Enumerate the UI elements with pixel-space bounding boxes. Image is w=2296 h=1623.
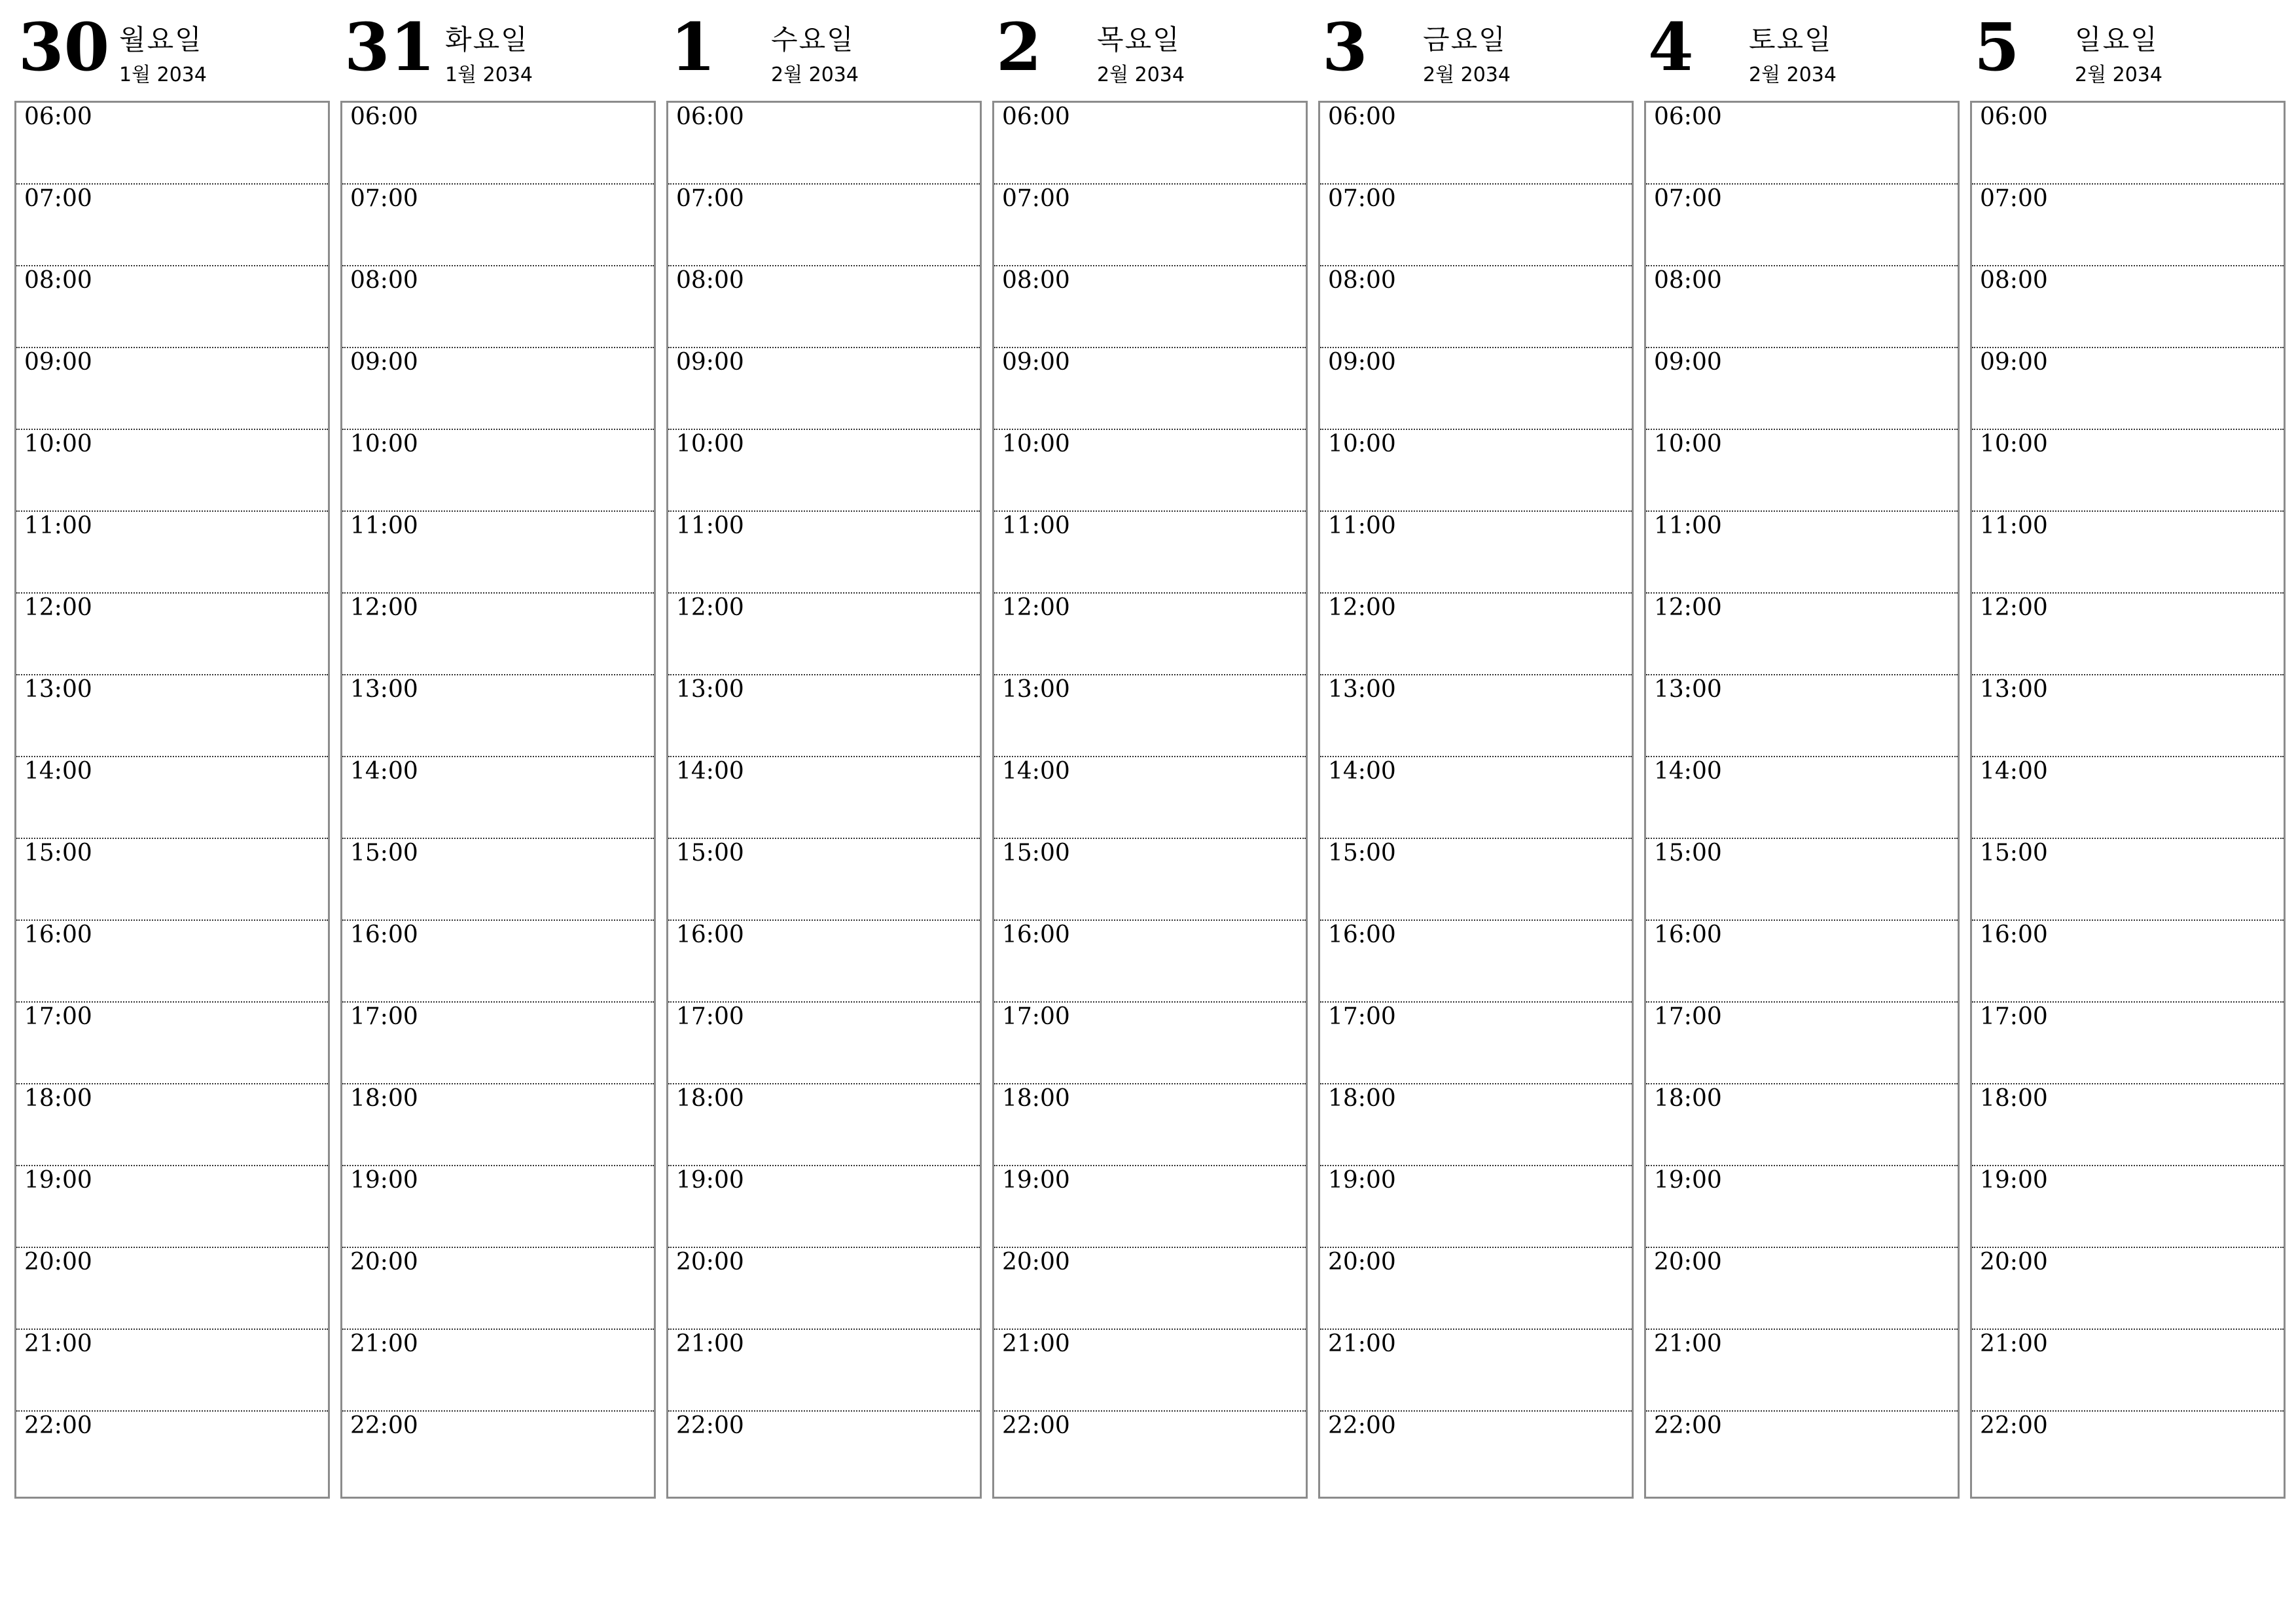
time-slot[interactable] xyxy=(16,348,328,430)
time-slot[interactable] xyxy=(342,512,654,594)
time-slot-label: 12:00 xyxy=(1328,594,1396,621)
time-slot-label: 12:00 xyxy=(676,594,744,621)
time-slot[interactable] xyxy=(342,839,654,921)
time-slot[interactable] xyxy=(668,1412,980,1497)
time-slot-label: 13:00 xyxy=(1654,676,1722,703)
time-slot[interactable] xyxy=(668,185,980,266)
day-number: 3 xyxy=(1322,9,1368,86)
day-column xyxy=(340,0,655,1439)
time-slot[interactable] xyxy=(1320,185,1632,266)
time-slot-label: 20:00 xyxy=(676,1249,744,1275)
time-slot[interactable] xyxy=(1320,348,1632,430)
day-schedule-box xyxy=(992,101,1308,1499)
time-slot-label: 07:00 xyxy=(1328,185,1396,212)
time-slot-label: 21:00 xyxy=(1328,1330,1396,1357)
time-slot[interactable] xyxy=(994,430,1306,512)
time-slot[interactable] xyxy=(342,594,654,675)
time-slot[interactable] xyxy=(16,103,328,185)
time-slot[interactable] xyxy=(16,512,328,594)
time-slot[interactable] xyxy=(668,1084,980,1166)
time-slot-label: 18:00 xyxy=(1002,1085,1070,1112)
time-slot-label: 09:00 xyxy=(1328,349,1396,376)
time-slot[interactable] xyxy=(1972,757,2284,839)
time-slot-label: 19:00 xyxy=(24,1167,92,1194)
time-slot[interactable] xyxy=(1646,103,1958,185)
time-slot-label: 15:00 xyxy=(24,840,92,866)
time-slot-label: 06:00 xyxy=(24,103,92,130)
time-slot-label: 17:00 xyxy=(350,1003,418,1030)
time-slot[interactable] xyxy=(16,1248,328,1330)
day-header xyxy=(14,0,329,99)
time-slot-label: 11:00 xyxy=(24,512,92,539)
day-column xyxy=(666,0,980,1439)
time-slot[interactable] xyxy=(1972,1248,2284,1330)
time-slot-label: 12:00 xyxy=(1002,594,1070,621)
time-slot-label: 08:00 xyxy=(1328,267,1396,294)
time-slot-label: 17:00 xyxy=(676,1003,744,1030)
day-number: 30 xyxy=(18,9,110,86)
time-slot[interactable] xyxy=(342,675,654,757)
time-slot-label: 18:00 xyxy=(676,1085,744,1112)
time-slot[interactable] xyxy=(1646,1166,1958,1248)
time-slot-label: 11:00 xyxy=(1002,512,1070,539)
day-number: 1 xyxy=(670,9,716,86)
time-slot[interactable] xyxy=(994,594,1306,675)
day-weekday: 토요일 xyxy=(1749,24,1833,56)
time-slot[interactable] xyxy=(668,921,980,1003)
day-schedule-box xyxy=(666,101,982,1499)
time-slot[interactable] xyxy=(994,675,1306,757)
time-slot-label: 20:00 xyxy=(1980,1249,2048,1275)
day-column xyxy=(992,0,1306,1439)
time-slot-label: 20:00 xyxy=(350,1249,418,1275)
time-slot[interactable] xyxy=(16,1412,328,1497)
time-slot[interactable] xyxy=(1320,675,1632,757)
time-slot[interactable] xyxy=(1646,1412,1958,1497)
day-month-year: 1월 2034 xyxy=(445,63,533,86)
time-slot-label: 18:00 xyxy=(24,1085,92,1112)
time-slot[interactable] xyxy=(668,266,980,348)
time-slot-label: 16:00 xyxy=(350,921,418,948)
time-slot-label: 06:00 xyxy=(676,103,744,130)
day-month-year: 2월 2034 xyxy=(1097,63,1185,86)
time-slot-label: 14:00 xyxy=(1328,758,1396,785)
time-slot[interactable] xyxy=(668,512,980,594)
time-slot[interactable] xyxy=(668,430,980,512)
time-slot-label: 20:00 xyxy=(1654,1249,1722,1275)
time-slot-label: 22:00 xyxy=(24,1412,92,1439)
time-slot[interactable] xyxy=(1320,1003,1632,1084)
time-slot-label: 14:00 xyxy=(1002,758,1070,785)
time-slot-label: 11:00 xyxy=(1328,512,1396,539)
day-month-year: 2월 2034 xyxy=(1749,63,1837,86)
time-slot-label: 09:00 xyxy=(350,349,418,376)
time-slot-label: 12:00 xyxy=(1654,594,1722,621)
time-slot[interactable] xyxy=(1320,1084,1632,1166)
time-slot-label: 18:00 xyxy=(350,1085,418,1112)
day-column xyxy=(1318,0,1632,1439)
time-slot[interactable] xyxy=(1972,430,2284,512)
time-slot-label: 22:00 xyxy=(676,1412,744,1439)
time-slot-label: 15:00 xyxy=(350,840,418,866)
time-slot[interactable] xyxy=(994,348,1306,430)
time-slot-label: 08:00 xyxy=(676,267,744,294)
time-slot[interactable] xyxy=(1972,266,2284,348)
time-slot-label: 21:00 xyxy=(1654,1330,1722,1357)
time-slot-label: 17:00 xyxy=(1980,1003,2048,1030)
time-slot-label: 07:00 xyxy=(24,185,92,212)
time-slot-label: 11:00 xyxy=(676,512,744,539)
time-slot-label: 21:00 xyxy=(24,1330,92,1357)
time-slot[interactable] xyxy=(16,675,328,757)
time-slot[interactable] xyxy=(668,348,980,430)
time-slot[interactable] xyxy=(1320,921,1632,1003)
time-slot[interactable] xyxy=(1646,594,1958,675)
day-number: 2 xyxy=(996,9,1042,86)
time-slot[interactable] xyxy=(1972,185,2284,266)
time-slot-label: 09:00 xyxy=(24,349,92,376)
time-slot[interactable] xyxy=(994,757,1306,839)
day-month-year: 2월 2034 xyxy=(2075,63,2162,86)
time-slot-label: 07:00 xyxy=(350,185,418,212)
time-slot[interactable] xyxy=(16,757,328,839)
day-weekday: 일요일 xyxy=(2075,24,2159,56)
time-slot-label: 15:00 xyxy=(1328,840,1396,866)
time-slot[interactable] xyxy=(342,1412,654,1497)
time-slot[interactable] xyxy=(1972,1084,2284,1166)
day-month-year: 1월 2034 xyxy=(119,63,207,86)
time-slot-label: 06:00 xyxy=(1002,103,1070,130)
time-slot-label: 13:00 xyxy=(676,676,744,703)
time-slot[interactable] xyxy=(16,1084,328,1166)
time-slot[interactable] xyxy=(342,348,654,430)
time-slot[interactable] xyxy=(1646,675,1958,757)
day-column xyxy=(1644,0,1958,1439)
time-slot-label: 07:00 xyxy=(1002,185,1070,212)
time-slot[interactable] xyxy=(668,675,980,757)
time-slot-label: 06:00 xyxy=(1328,103,1396,130)
time-slot-label: 13:00 xyxy=(1002,676,1070,703)
day-schedule-box xyxy=(1970,101,2286,1499)
time-slot-label: 21:00 xyxy=(676,1330,744,1357)
time-slot[interactable] xyxy=(342,103,654,185)
time-slot-label: 14:00 xyxy=(350,758,418,785)
time-slot[interactable] xyxy=(1320,266,1632,348)
time-slot-label: 13:00 xyxy=(24,676,92,703)
time-slot-label: 15:00 xyxy=(1980,840,2048,866)
time-slot-label: 08:00 xyxy=(350,267,418,294)
time-slot-label: 18:00 xyxy=(1328,1085,1396,1112)
time-slot[interactable] xyxy=(994,1166,1306,1248)
day-header xyxy=(1318,0,1632,99)
day-month-year: 2월 2034 xyxy=(1423,63,1511,86)
time-slot[interactable] xyxy=(1646,185,1958,266)
day-header xyxy=(1970,0,2284,99)
time-slot-label: 06:00 xyxy=(350,103,418,130)
time-slot[interactable] xyxy=(1320,512,1632,594)
time-slot[interactable] xyxy=(342,1166,654,1248)
day-schedule-box xyxy=(14,101,330,1499)
time-slot-label: 15:00 xyxy=(676,840,744,866)
time-slot[interactable] xyxy=(342,1330,654,1412)
time-slot[interactable] xyxy=(1320,1166,1632,1248)
time-slot[interactable] xyxy=(16,1330,328,1412)
day-weekday: 수요일 xyxy=(771,24,855,56)
time-slot[interactable] xyxy=(1646,266,1958,348)
time-slot[interactable] xyxy=(994,103,1306,185)
time-slot-label: 10:00 xyxy=(676,431,744,457)
time-slot-label: 09:00 xyxy=(1002,349,1070,376)
time-slot-label: 09:00 xyxy=(676,349,744,376)
time-slot[interactable] xyxy=(1972,348,2284,430)
time-slot[interactable] xyxy=(1646,512,1958,594)
time-slot[interactable] xyxy=(1972,103,2284,185)
time-slot[interactable] xyxy=(1972,1166,2284,1248)
day-number: 5 xyxy=(1974,9,2020,86)
time-slot[interactable] xyxy=(994,1084,1306,1166)
time-slot-label: 22:00 xyxy=(1328,1412,1396,1439)
time-slot-label: 17:00 xyxy=(1328,1003,1396,1030)
time-slot[interactable] xyxy=(1646,921,1958,1003)
time-slot-label: 16:00 xyxy=(1980,921,2048,948)
time-slot-label: 08:00 xyxy=(24,267,92,294)
time-slot-label: 09:00 xyxy=(1654,349,1722,376)
time-slot[interactable] xyxy=(1646,1248,1958,1330)
time-slot-label: 17:00 xyxy=(24,1003,92,1030)
time-slot-label: 12:00 xyxy=(24,594,92,621)
day-column xyxy=(1970,0,2284,1439)
time-slot-label: 10:00 xyxy=(24,431,92,457)
time-slot-label: 19:00 xyxy=(350,1167,418,1194)
time-slot[interactable] xyxy=(668,594,980,675)
time-slot[interactable] xyxy=(16,185,328,266)
time-slot-label: 22:00 xyxy=(1980,1412,2048,1439)
time-slot-label: 19:00 xyxy=(1654,1167,1722,1194)
time-slot-label: 10:00 xyxy=(1980,431,2048,457)
time-slot[interactable] xyxy=(16,594,328,675)
time-slot[interactable] xyxy=(1320,430,1632,512)
time-slot-label: 07:00 xyxy=(1654,185,1722,212)
time-slot-label: 13:00 xyxy=(1980,676,2048,703)
time-slot[interactable] xyxy=(1646,1084,1958,1166)
time-slot-label: 14:00 xyxy=(24,758,92,785)
day-weekday: 목요일 xyxy=(1097,24,1181,56)
time-slot[interactable] xyxy=(1972,675,2284,757)
time-slot[interactable] xyxy=(668,1330,980,1412)
time-slot[interactable] xyxy=(342,757,654,839)
time-slot[interactable] xyxy=(1320,1248,1632,1330)
time-slot[interactable] xyxy=(1972,921,2284,1003)
time-slot[interactable] xyxy=(342,1003,654,1084)
day-month-year: 2월 2034 xyxy=(771,63,859,86)
day-header xyxy=(340,0,655,99)
time-slot-label: 07:00 xyxy=(1980,185,2048,212)
time-slot-label: 19:00 xyxy=(1002,1167,1070,1194)
time-slot[interactable] xyxy=(342,1084,654,1166)
day-weekday: 월요일 xyxy=(119,24,203,56)
time-slot-label: 17:00 xyxy=(1002,1003,1070,1030)
time-slot-label: 21:00 xyxy=(350,1330,418,1357)
time-slot[interactable] xyxy=(1972,1330,2284,1412)
time-slot-label: 14:00 xyxy=(676,758,744,785)
day-header xyxy=(666,0,980,99)
time-slot[interactable] xyxy=(342,1248,654,1330)
time-slot-label: 08:00 xyxy=(1002,267,1070,294)
time-slot[interactable] xyxy=(994,1003,1306,1084)
time-slot[interactable] xyxy=(1972,594,2284,675)
time-slot-label: 13:00 xyxy=(1328,676,1396,703)
time-slot-label: 07:00 xyxy=(676,185,744,212)
time-slot-label: 10:00 xyxy=(350,431,418,457)
time-slot[interactable] xyxy=(994,266,1306,348)
time-slot-label: 10:00 xyxy=(1002,431,1070,457)
day-weekday: 금요일 xyxy=(1423,24,1507,56)
time-slot[interactable] xyxy=(994,839,1306,921)
time-slot[interactable] xyxy=(1320,1412,1632,1497)
time-slot[interactable] xyxy=(1646,839,1958,921)
time-slot-label: 16:00 xyxy=(24,921,92,948)
time-slot-label: 22:00 xyxy=(1654,1412,1722,1439)
time-slot[interactable] xyxy=(1646,757,1958,839)
time-slot-label: 09:00 xyxy=(1980,349,2048,376)
time-slot[interactable] xyxy=(1646,1003,1958,1084)
time-slot[interactable] xyxy=(342,430,654,512)
time-slot-label: 08:00 xyxy=(1980,267,2048,294)
day-schedule-box xyxy=(1318,101,1634,1499)
time-slot[interactable] xyxy=(1972,839,2284,921)
time-slot[interactable] xyxy=(994,185,1306,266)
time-slot[interactable] xyxy=(1320,1330,1632,1412)
time-slot[interactable] xyxy=(1972,1003,2284,1084)
time-slot-label: 06:00 xyxy=(1980,103,2048,130)
time-slot-label: 16:00 xyxy=(1328,921,1396,948)
time-slot-label: 15:00 xyxy=(1654,840,1722,866)
time-slot[interactable] xyxy=(1320,839,1632,921)
time-slot[interactable] xyxy=(1646,1330,1958,1412)
time-slot-label: 15:00 xyxy=(1002,840,1070,866)
day-header xyxy=(992,0,1306,99)
time-slot[interactable] xyxy=(16,266,328,348)
time-slot-label: 22:00 xyxy=(350,1412,418,1439)
time-slot-label: 19:00 xyxy=(676,1167,744,1194)
time-slot-label: 21:00 xyxy=(1002,1330,1070,1357)
time-slot-label: 16:00 xyxy=(1002,921,1070,948)
time-slot[interactable] xyxy=(668,1166,980,1248)
time-slot[interactable] xyxy=(16,1166,328,1248)
time-slot-label: 20:00 xyxy=(24,1249,92,1275)
day-number: 4 xyxy=(1648,9,1694,86)
time-slot[interactable] xyxy=(668,1248,980,1330)
time-slot[interactable] xyxy=(16,1003,328,1084)
time-slot[interactable] xyxy=(668,1003,980,1084)
time-slot[interactable] xyxy=(1972,512,2284,594)
time-slot-label: 10:00 xyxy=(1654,431,1722,457)
time-slot[interactable] xyxy=(1972,1412,2284,1497)
time-slot[interactable] xyxy=(1320,103,1632,185)
time-slot[interactable] xyxy=(16,921,328,1003)
time-slot[interactable] xyxy=(1320,594,1632,675)
time-slot-label: 20:00 xyxy=(1328,1249,1396,1275)
time-slot[interactable] xyxy=(994,1248,1306,1330)
time-slot[interactable] xyxy=(668,757,980,839)
time-slot-label: 21:00 xyxy=(1980,1330,2048,1357)
day-schedule-box xyxy=(1644,101,1960,1499)
time-slot[interactable] xyxy=(1646,348,1958,430)
time-slot-label: 06:00 xyxy=(1654,103,1722,130)
day-number: 31 xyxy=(344,9,436,86)
time-slot-label: 18:00 xyxy=(1980,1085,2048,1112)
time-slot-label: 20:00 xyxy=(1002,1249,1070,1275)
time-slot[interactable] xyxy=(342,266,654,348)
time-slot[interactable] xyxy=(16,430,328,512)
time-slot-label: 19:00 xyxy=(1980,1167,2048,1194)
time-slot-label: 16:00 xyxy=(676,921,744,948)
time-slot[interactable] xyxy=(668,103,980,185)
time-slot-label: 13:00 xyxy=(350,676,418,703)
time-slot-label: 12:00 xyxy=(1980,594,2048,621)
time-slot-label: 11:00 xyxy=(350,512,418,539)
time-slot[interactable] xyxy=(994,512,1306,594)
time-slot-label: 14:00 xyxy=(1654,758,1722,785)
time-slot[interactable] xyxy=(342,921,654,1003)
time-slot[interactable] xyxy=(994,921,1306,1003)
time-slot[interactable] xyxy=(16,839,328,921)
time-slot-label: 11:00 xyxy=(1980,512,2048,539)
time-slot[interactable] xyxy=(342,185,654,266)
day-schedule-box xyxy=(340,101,656,1499)
time-slot-label: 10:00 xyxy=(1328,431,1396,457)
time-slot-label: 18:00 xyxy=(1654,1085,1722,1112)
time-slot[interactable] xyxy=(994,1330,1306,1412)
day-weekday: 화요일 xyxy=(445,24,529,56)
time-slot-label: 19:00 xyxy=(1328,1167,1396,1194)
day-header xyxy=(1644,0,1958,99)
time-slot-label: 14:00 xyxy=(1980,758,2048,785)
time-slot-label: 12:00 xyxy=(350,594,418,621)
time-slot-label: 17:00 xyxy=(1654,1003,1722,1030)
time-slot-label: 08:00 xyxy=(1654,267,1722,294)
time-slot-label: 16:00 xyxy=(1654,921,1722,948)
day-column xyxy=(14,0,329,1439)
time-slot-label: 11:00 xyxy=(1654,512,1722,539)
time-slot[interactable] xyxy=(1320,757,1632,839)
time-slot[interactable] xyxy=(668,839,980,921)
time-slot[interactable] xyxy=(1646,430,1958,512)
time-slot[interactable] xyxy=(994,1412,1306,1497)
time-slot-label: 22:00 xyxy=(1002,1412,1070,1439)
